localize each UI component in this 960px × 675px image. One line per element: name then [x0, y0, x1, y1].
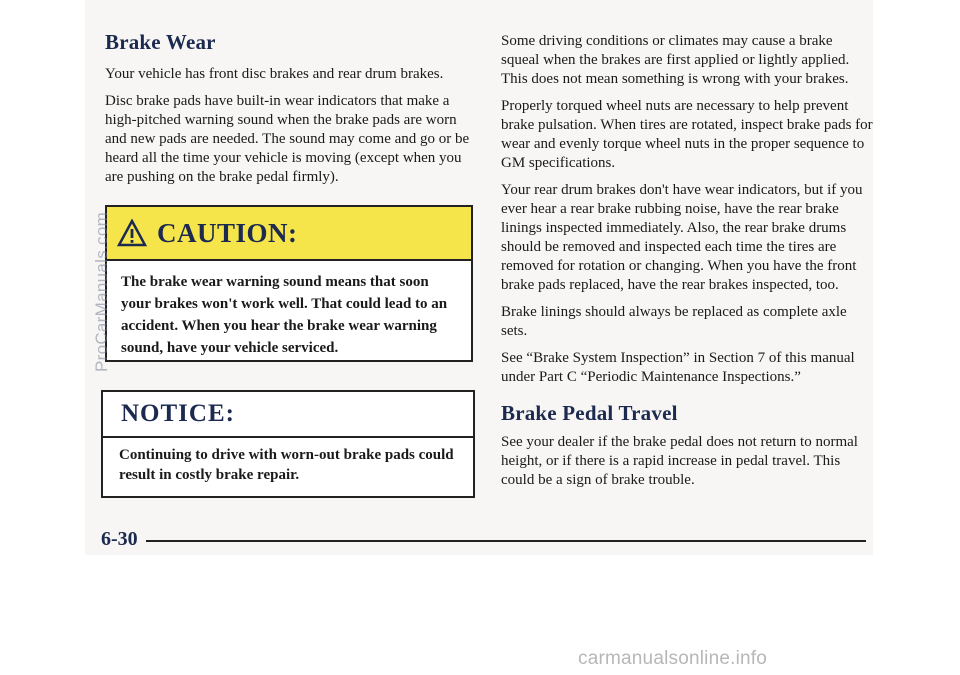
site-watermark: carmanualsonline.info [578, 648, 768, 669]
paragraph-wheel-nuts: Properly torqued wheel nuts are necessary to help prevent brake pulsation. When tires are rotated, inspect brake pads for wear and evenly torque wheel nuts in the proper sequence to GM specifications. [501, 98, 873, 171]
paragraph-wear-indicators: Disc brake pads have built-in wear indicators that make a high-pitched warning sound when the brake pads are worn and new pads are needed. The sound may come and go or be heard all the time your vehicle is moving (except when you are pushing on the brake pedal firmly). [105, 93, 470, 185]
section-title-brake-wear: Brake Wear [105, 30, 216, 54]
page-footer [101, 524, 866, 554]
notice-text: Continuing to drive with worn-out brake pads could result in costly brake repair. [119, 447, 454, 483]
caution-box [105, 205, 473, 362]
paragraph-rear-drum: Your rear drum brakes don't have wear indicators, but if you ever hear a rear brake rubbing noise, have the rear brake linings inspected immediately. Also, the rear brake drums should be removed and inspected each time the tires are removed for rotation or changing. When you have the front brake pads replaced, have the rear brakes inspected, too. [501, 182, 863, 293]
caution-title: CAUTION: [157, 217, 298, 248]
caution-text: The brake wear warning sound means that soon your brakes won't work well. That could lead to an accident. When you hear the brake wear warning sound, have your vehicle serviced. [121, 274, 448, 356]
notice-box [101, 390, 475, 498]
section-title-brake-pedal-travel: Brake Pedal Travel [501, 401, 678, 425]
caution-header [107, 207, 471, 261]
paragraph-brake-types: Your vehicle has front disc brakes and rear drum brakes. [105, 66, 444, 82]
paragraph-brake-squeal: Some driving conditions or climates may cause a brake squeal when the brakes are first applied or lightly applied. This does not mean something is wrong with your brakes. [501, 33, 850, 87]
right-column [501, 32, 873, 498]
paragraph-brake-linings: Brake linings should always be replaced as complete axle sets. [501, 304, 847, 339]
page-number: 6-30 [101, 527, 138, 550]
paragraph-see-inspection: See “Brake System Inspection” in Section 7 of this manual under Part C “Periodic Maintenance Inspections.” [501, 350, 855, 385]
left-column [105, 22, 477, 195]
paragraph-pedal-travel: See your dealer if the brake pedal does not return to normal height, or if there is a rapid increase in pedal travel. This could be a sign of brake trouble. [501, 434, 858, 488]
warning-triangle-icon [117, 219, 147, 247]
footer-rule [146, 540, 866, 542]
side-watermark: ProCarManuals.com [92, 211, 111, 372]
notice-title: NOTICE: [103, 392, 473, 438]
